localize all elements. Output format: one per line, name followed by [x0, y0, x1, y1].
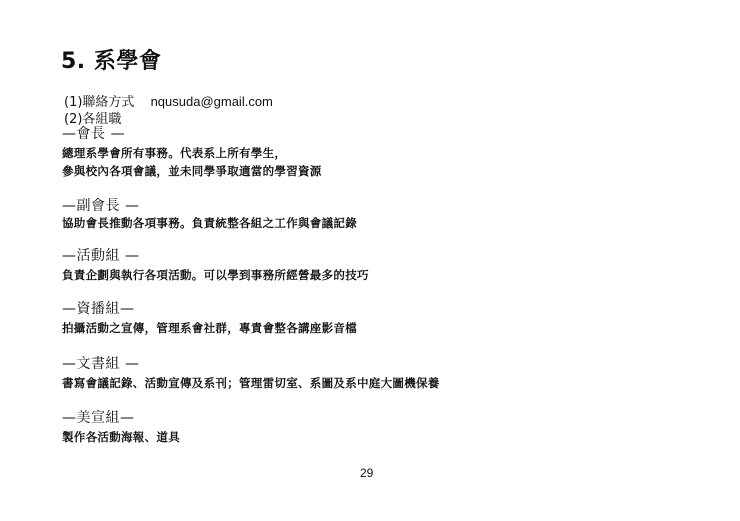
role-media-desc: 拍攝活動之宣傳，管理系會社群，專責會整各講座影音檔	[62, 321, 357, 335]
role-president-desc-line-1: 總理系學會所有事務。代表系上所有學生，	[62, 146, 287, 160]
organization-label: (2)各組職	[64, 112, 122, 127]
role-art-title: —美宣組—	[62, 410, 135, 426]
role-documentation-title: —文書組 —	[62, 356, 140, 372]
role-vice-president-desc: 協助會長推動各項事務。負責統整各組之工作與會議記錄	[62, 216, 357, 230]
contact-label: (1)聯絡方式	[64, 95, 135, 110]
role-media-title: —資播組—	[62, 301, 135, 317]
role-vice-president-title: —副會長 —	[62, 198, 140, 214]
page-number: 29	[360, 466, 374, 480]
contact-email: nqusuda@gmail.com	[150, 94, 273, 109]
role-documentation-desc: 書寫會議記錄、活動宣傳及系刊；管理雷切室、系圖及系中庭大圖機保養	[62, 376, 440, 390]
role-president-desc-line-2: 參與校內各項會議，並未同學爭取適當的學習資源	[62, 164, 322, 178]
role-activities-title: —活動組 —	[62, 248, 140, 264]
section-title: 5. 系學會	[61, 49, 162, 74]
role-president-title: —會長 —	[62, 126, 125, 142]
role-art-desc: 製作各活動海報、道具	[62, 430, 180, 444]
role-activities-desc: 負責企劃與執行各項活動。可以學到事務所經營最多的技巧	[62, 268, 369, 282]
